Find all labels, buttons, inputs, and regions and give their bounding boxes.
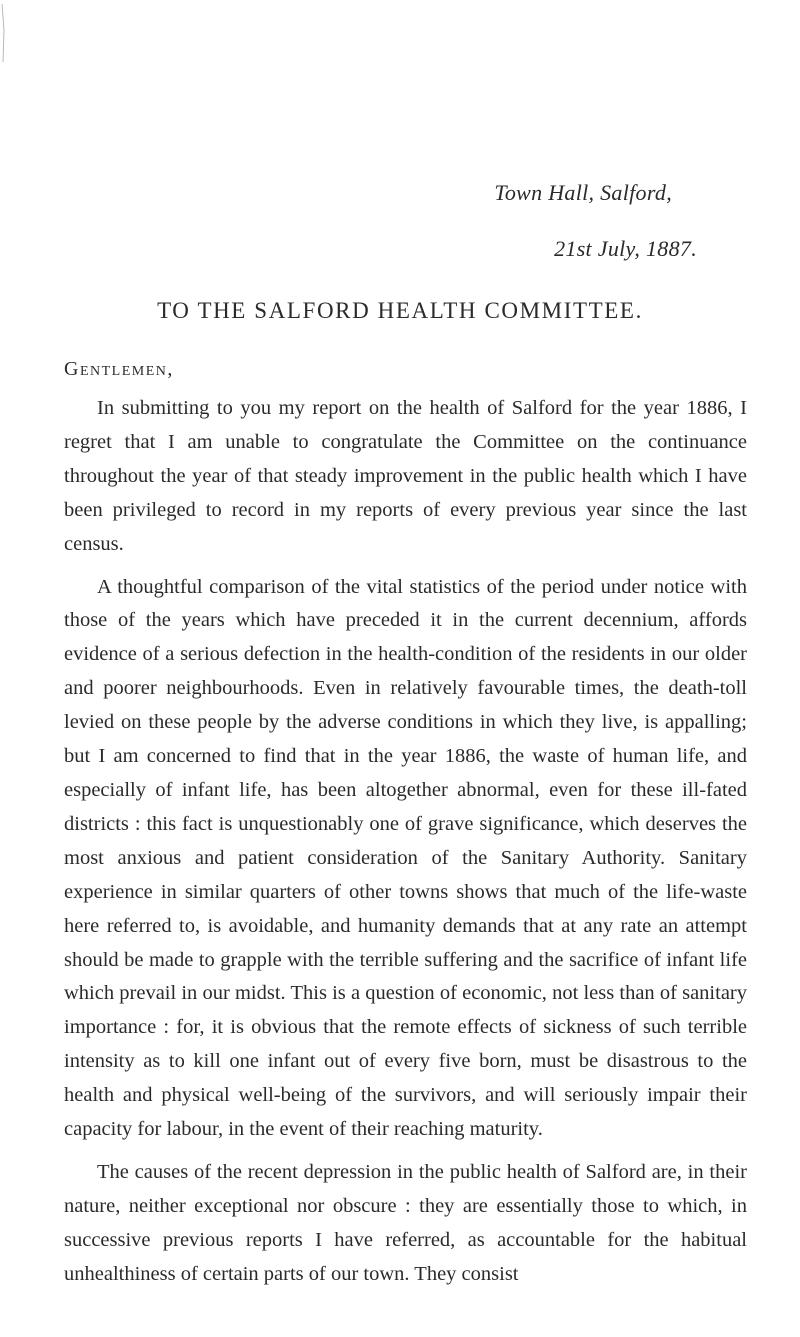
letter-salutation: Gentlemen, xyxy=(64,358,174,380)
page-edge-mark xyxy=(0,0,10,70)
paragraph-3: The causes of the recent depression in the public health of Salford are, in their nature, neither exceptional nor obscure : they are essentially those to which, in successive previous reports I have referred, as accountable for the habitual unhealthiness of certain parts of our town. They consist xyxy=(64,1160,747,1285)
letter-addressee: TO THE SALFORD HEALTH COMMITTEE. xyxy=(157,298,643,323)
paragraph-1: In submitting to you my report on the health of Salford for the year 1886, I regret that I am unable to congratulate the Committee on the continuance throughout the year of that steady improvement in the public health which I have been privileged to record in my reports of every previous year since the last census. xyxy=(64,397,747,555)
letter-body xyxy=(64,392,747,1301)
letter-place: Town Hall, Salford, xyxy=(494,180,672,205)
paragraph-2: A thoughtful comparison of the vital statistics of the period under notice with those of the years which have preceded it in the current decennium, affords evidence of a serious defection in the health-condition of the residents in our older and poorer neighbourhoods. Even in relatively favourable times, the death-toll levied on these people by the adverse conditions in which they live, is appalling; but I am concerned to find that in the year 1886, the waste of human life, and especially of infant life, has been altogether abnormal, even for these ill-fated districts : this fact is unquestionably one of grave significance, which deserves the most anxious and patient consideration of the Sanitary Authority. Sanitary experience in similar quarters of other towns shows that much of the life-waste here referred to, is avoidable, and humanity demands that at any rate an attempt should be made to grapple with the terrible suffering and the sacrifice of infant life which prevail in our midst. This is a question of economic, not less than of sanitary importance : for, it is obvious that the remote effects of sickness of such terrible intensity as to kill one infant out of every five born, must be disastrous to the health and physical well-being of the survivors, and will seriously impair their capacity for labour, in the event of their reaching maturity. xyxy=(64,575,747,1141)
letter-date: 21st July, 1887. xyxy=(554,236,697,261)
